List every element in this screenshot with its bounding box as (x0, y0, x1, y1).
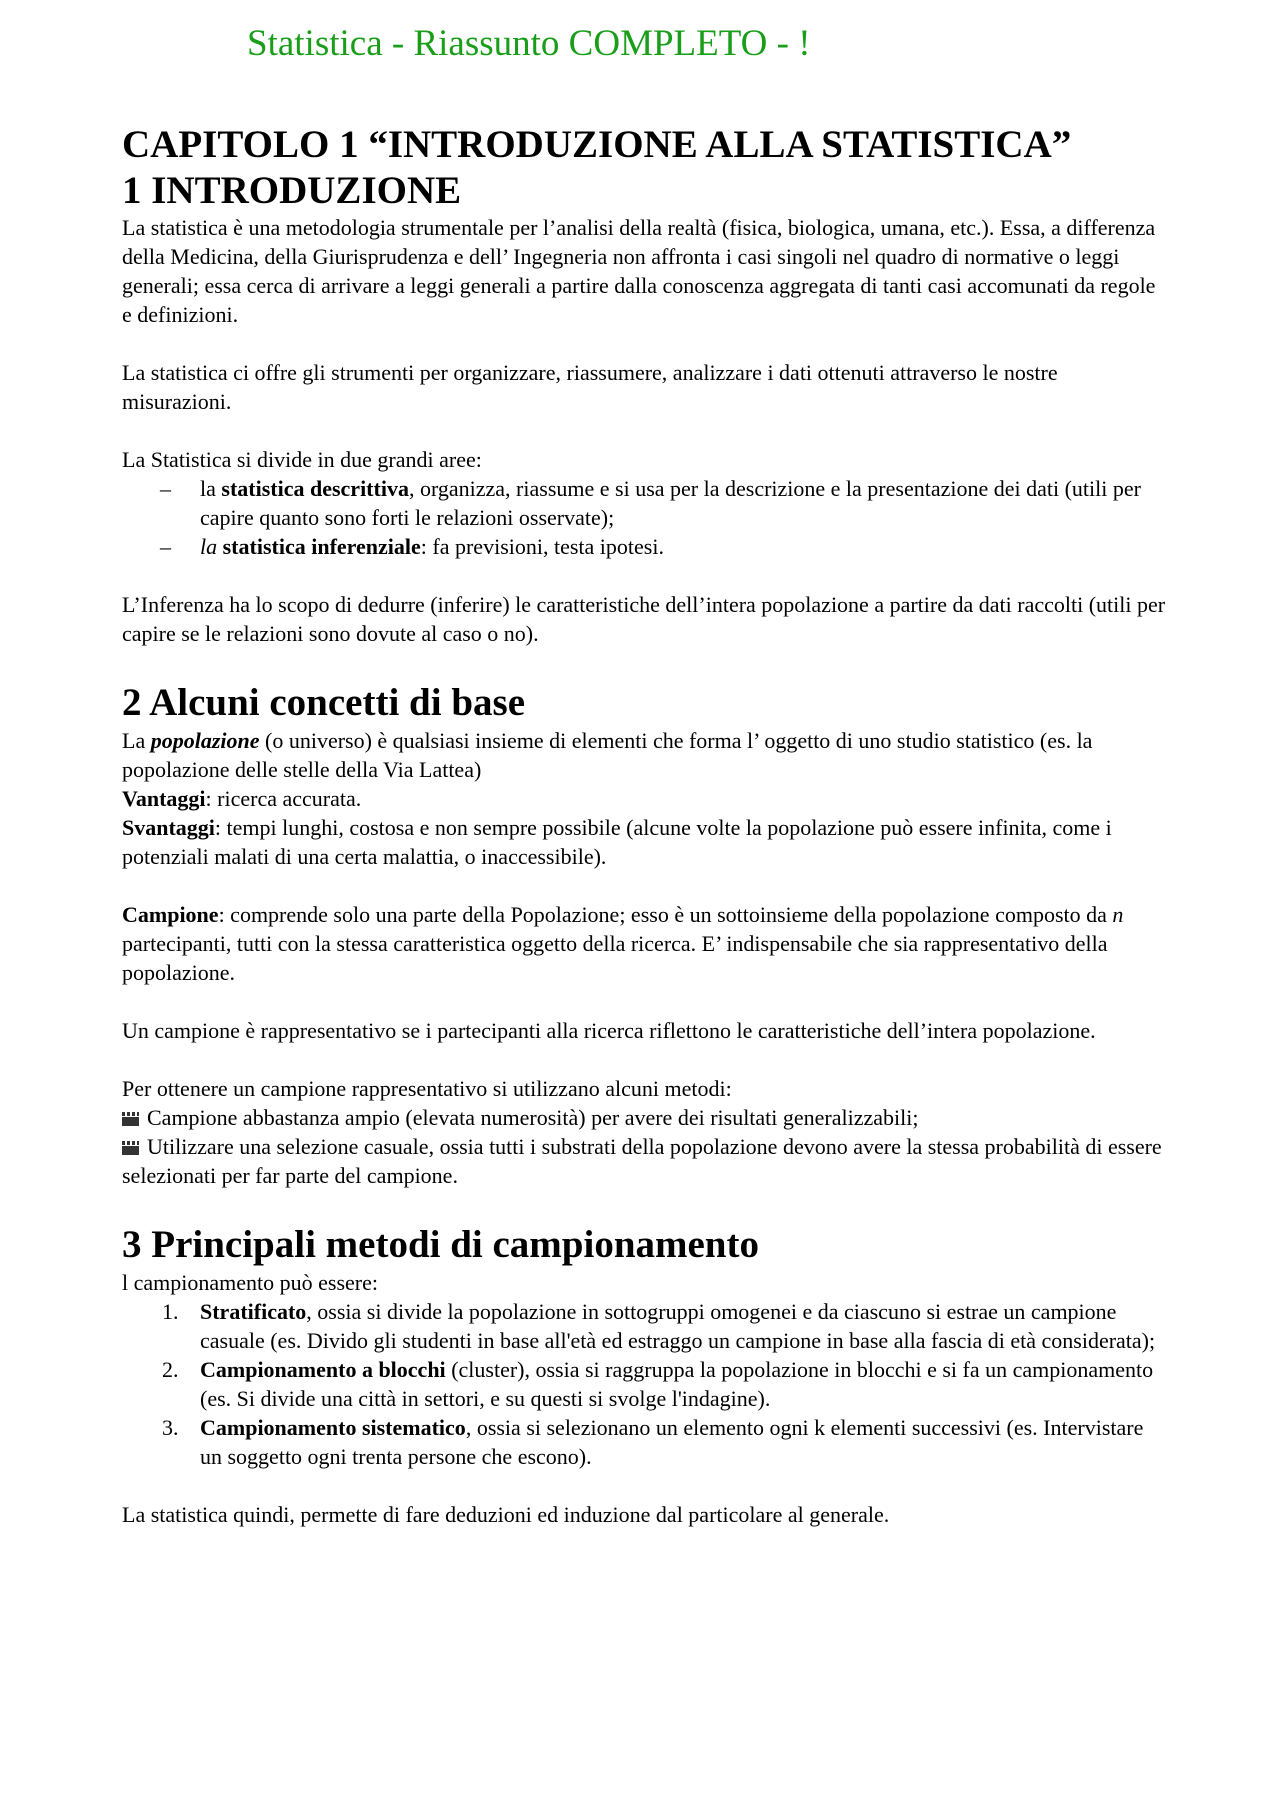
dash-marker: – (160, 476, 171, 502)
list-item: – la statistica inferenziale: fa previsioni, testa ipotesi. (160, 534, 664, 560)
section-heading-introduzione: 1 INTRODUZIONE (122, 168, 462, 212)
paragraph-rappresentativo: Un campione è rappresentativo se i partecipanti alla ricerca riflettono le caratteristiche dell’intera popolazione. (122, 1017, 1096, 1043)
list-item: – la statistica descrittiva, organizza, riassume e si usa per la descrizione e la presentazione dei dati (utili per capire quanto sono forti le relazioni osservate); (160, 476, 1141, 531)
paragraph-campionamento-intro: l campionamento può essere: (122, 1269, 378, 1295)
term-statistica-descrittiva: statistica descrittiva (221, 476, 409, 502)
list-item: Campione abbastanza ampio (elevata numerosità) per avere dei risultati generalizzabili; (122, 1103, 1167, 1132)
paragraph-intro-3: La Statistica si divide in due grandi aree: (122, 447, 482, 473)
clapperboard-icon (122, 1141, 139, 1155)
paragraph-campione: Campione: comprende solo una parte della Popolazione; esso è un sottoinsieme della popolazione composto da n partecipanti, tutti con la stessa caratteristica oggetto della ricerca. E’ indispensabile che sia rappresentativo della popolazione. (122, 901, 1124, 985)
paragraph-conclusion: La statistica quindi, permette di fare deduzioni ed induzione dal particolare al generale. (122, 1501, 890, 1527)
section-heading-campionamento: 3 Principali metodi di campionamento (122, 1222, 759, 1266)
term-statistica-inferenziale: statistica inferenziale (222, 534, 421, 560)
list-item: Utilizzare una selezione casuale, ossia tutti i substrati della popolazione devono avere la stessa probabilità di essere selezionati per far parte del campione. (122, 1133, 1162, 1188)
section-heading-concetti: 2 Alcuni concetti di base (122, 681, 526, 725)
paragraph-svantaggi: Svantaggi: tempi lunghi, costosa e non sempre possibile (alcune volte la popolazione può essere infinita, come i potenziali malati di una certa malattia, o inaccessibile). (122, 814, 1112, 869)
paragraph-intro-1: La statistica è una metodologia strumentale per l’analisi della realtà (fisica, biologica, umana, etc.). Essa, a differenza della Medicina, della Giurisprudenza e dell’ Ingegneria non affronta i casi singoli nel quadro di normative o leggi generali; essa cerca di arrivare a leggi generali a partire dalla conoscenza aggregata di tanti casi accomunati da regole e definizioni. (122, 215, 1156, 328)
paragraph-metodi-intro: Per ottenere un campione rappresentativo si utilizzano alcuni metodi: (122, 1075, 732, 1101)
list-item: 1. Stratificato, ossia si divide la popolazione in sottogruppi omogenei e da ciascuno si estrae un campione casuale (es. Divido gli studenti in base all'età ed estraggo un campione in base alla fascia di età considerata); (162, 1298, 1156, 1353)
areas-list (122, 474, 1167, 561)
paragraph-vantaggi: Vantaggi: ricerca accurata. (122, 785, 362, 811)
document-title: Statistica - Riassunto COMPLETO - ! (247, 23, 811, 64)
list-item: 2. Campionamento a blocchi (cluster), ossia si raggruppa la popolazione in blocchi e si fa un campionamento (es. Si divide una città in settori, e su questi si svolge l'indagine). (162, 1356, 1154, 1411)
dash-marker: – (160, 534, 171, 560)
document-content (122, 122, 1167, 1529)
chapter-heading: CAPITOLO 1 “INTRODUZIONE ALLA STATISTICA” (122, 123, 1072, 166)
clapperboard-icon (122, 1112, 139, 1126)
paragraph-intro-2: La statistica ci offre gli strumenti per organizzare, riassumere, analizzare i dati ottenuti attraverso le nostre misurazioni. (122, 360, 1058, 415)
paragraph-popolazione: La popolazione (o universo) è qualsiasi insieme di elementi che forma l’ oggetto di uno studio statistico (es. la popolazione delle stelle della Via Lattea) (122, 727, 1093, 782)
sampling-methods-list (122, 1297, 1167, 1471)
list-item: 3. Campionamento sistematico, ossia si selezionano un elemento ogni k elementi successivi (es. Intervistare un soggetto ogni trenta persone che escono). (162, 1414, 1144, 1469)
term-popolazione: popolazione (150, 727, 260, 753)
paragraph-inferenza: L’Inferenza ha lo scopo di dedurre (inferire) le caratteristiche dell’intera popolazione a partire da dati raccolti (utili per capire se le relazioni sono dovute al caso o no). (122, 592, 1166, 647)
